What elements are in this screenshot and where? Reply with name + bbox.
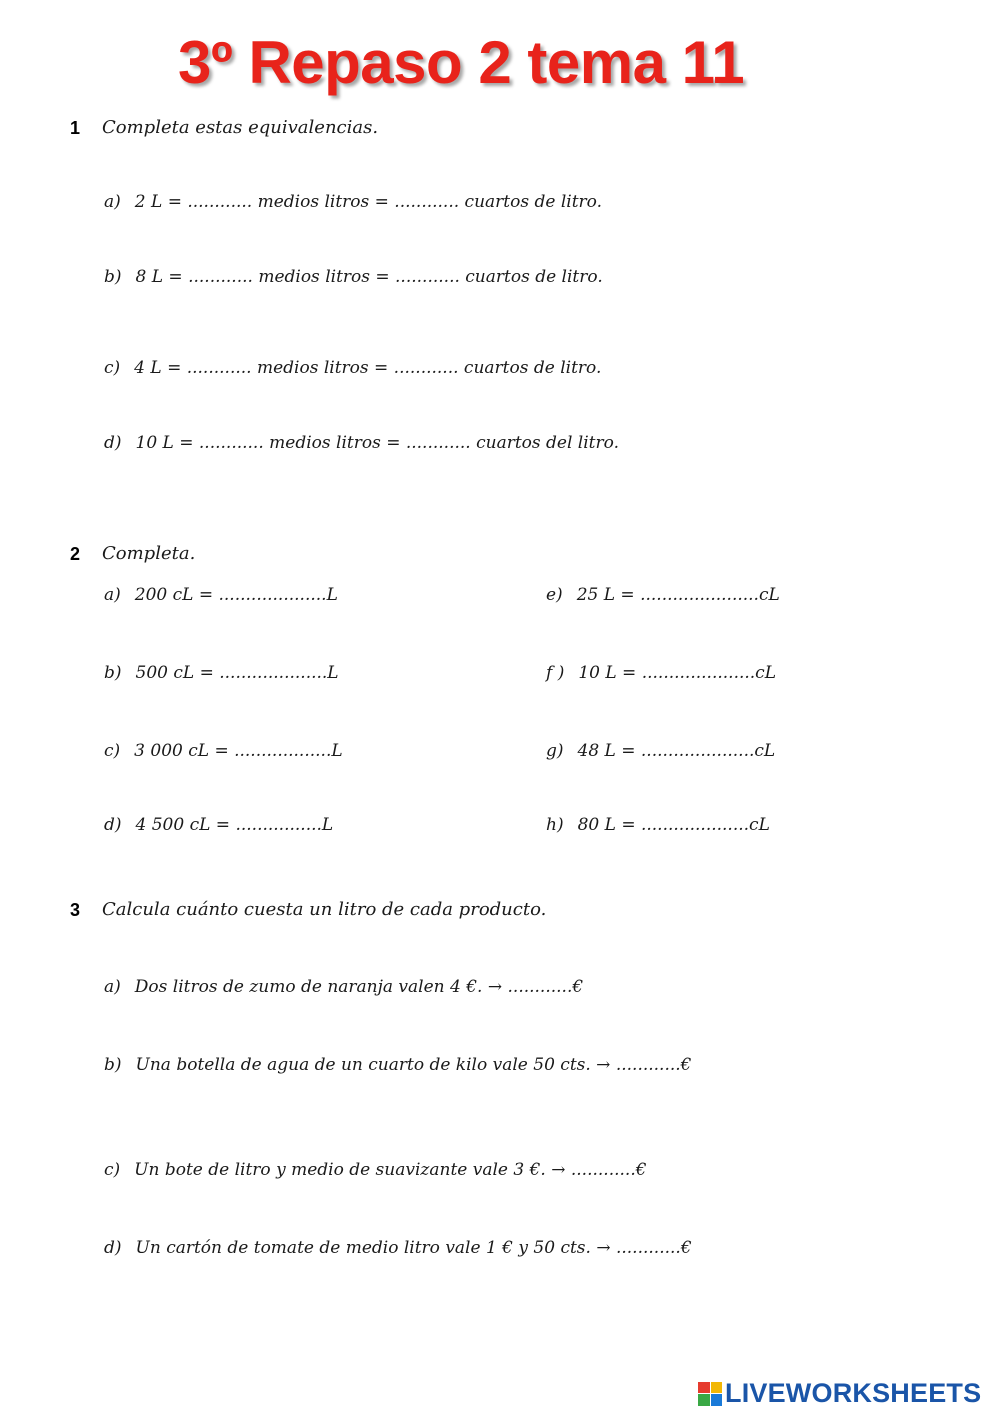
item-label: g) (546, 741, 564, 761)
badge-square (711, 1382, 723, 1394)
item-label: c) (104, 1160, 121, 1180)
item-text: 10 L = ............ medios litros = ............ cuartos del litro. (135, 433, 619, 453)
item-text: 4 L = ............ medios litros = ............ cuartos de litro. (134, 358, 602, 378)
item-text: Un cartón de tomate de medio litro vale 1 € y 50 cts. → ............€ (135, 1238, 692, 1258)
item-label: d) (104, 815, 122, 835)
item-label: h) (546, 815, 564, 835)
section-3-instruction: Calcula cuánto cuesta un litro de cada producto. (102, 899, 547, 920)
item-text: 4 500 cL = ................L (135, 815, 334, 835)
item-text: 10 L = .....................cL (578, 663, 776, 683)
section-2-number: 2 (70, 544, 81, 564)
item-text: 500 cL = ....................L (135, 663, 339, 683)
item-label: a) (104, 977, 121, 997)
section-2-item-c (104, 741, 343, 761)
section-2-instruction: Completa. (102, 543, 196, 564)
section-3-number: 3 (70, 900, 81, 920)
item-label: a) (104, 585, 121, 605)
item-text: 200 cL = ....................L (134, 585, 338, 605)
section-2-item-g (546, 741, 775, 761)
item-label: d) (104, 1238, 122, 1258)
section-3-item-d (104, 1238, 692, 1258)
section-2-item-h (546, 815, 770, 835)
section-1-number: 1 (70, 118, 81, 138)
item-label: e) (546, 585, 563, 605)
item-text: Dos litros de zumo de naranja valen 4 €. → ............€ (134, 977, 584, 997)
section-1-item-d (104, 433, 619, 453)
item-label: b) (104, 663, 122, 683)
section-3-item-b (104, 1055, 692, 1075)
page-title: 3º Repaso 2 tema 11 (178, 29, 745, 96)
item-label: a) (104, 192, 121, 212)
item-text: 48 L = .....................cL (577, 741, 776, 761)
liveworksheets-badge-icon (698, 1382, 722, 1406)
section-2-item-f (546, 663, 776, 683)
logo-text: LIVEWORKSHEETS (725, 1378, 982, 1408)
item-label: b) (104, 1055, 122, 1075)
item-text: Una botella de agua de un cuarto de kilo vale 50 cts. → ............€ (135, 1055, 692, 1075)
item-label: c) (104, 741, 121, 761)
section-2-item-e (546, 585, 780, 605)
section-3-item-c (104, 1160, 647, 1180)
section-1-item-b (104, 267, 603, 287)
section-1-item-c (104, 358, 601, 378)
badge-square (698, 1394, 710, 1406)
item-text: 8 L = ............ medios litros = ............ cuartos de litro. (135, 267, 603, 287)
item-text: 80 L = ....................cL (577, 815, 770, 835)
badge-square (698, 1382, 710, 1394)
section-3-item-a (104, 977, 583, 997)
section-2-item-a (104, 585, 338, 605)
section-2-item-b (104, 663, 339, 683)
item-text: Un bote de litro y medio de suavizante vale 3 €. → ............€ (134, 1160, 647, 1180)
section-1-instruction: Completa estas equivalencias. (102, 117, 379, 138)
liveworksheets-logo (698, 1378, 981, 1409)
item-label: b) (104, 267, 122, 287)
item-label: c) (104, 358, 121, 378)
item-text: 25 L = ......................cL (576, 585, 780, 605)
section-2-item-d (104, 815, 333, 835)
section-1-item-a (104, 192, 602, 212)
item-text: 3 000 cL = ..................L (134, 741, 343, 761)
item-text: 2 L = ............ medios litros = ............ cuartos de litro. (134, 192, 602, 212)
item-label: f ) (546, 663, 565, 683)
badge-square (711, 1394, 723, 1406)
item-label: d) (104, 433, 122, 453)
